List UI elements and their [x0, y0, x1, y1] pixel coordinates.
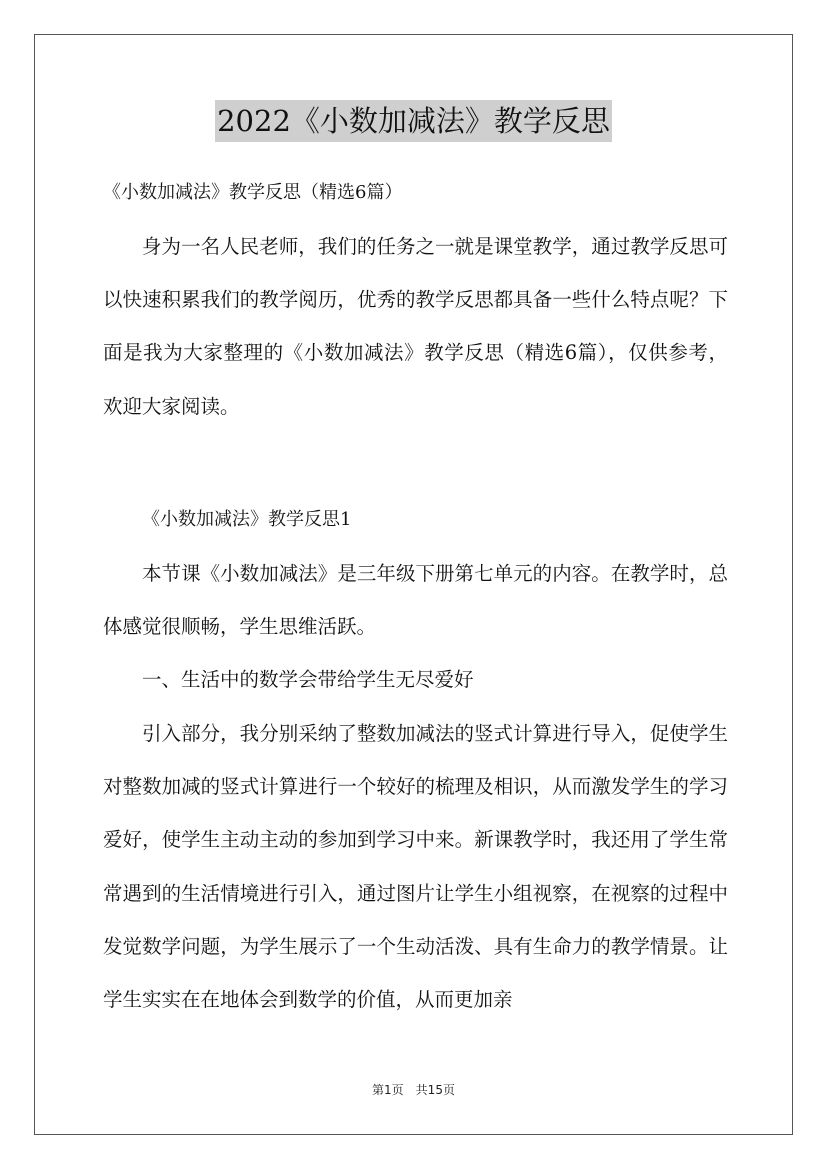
document-title: 2022《小数加减法》教学反思 — [215, 100, 612, 142]
document-subtitle: 《小数加减法》教学反思（精选6篇） — [103, 182, 403, 203]
body-paragraph: 引入部分，我分别采纳了整数加减法的竖式计算进行导入，促使学生对整数加减的竖式计算进行一个较好的梳理及相识，从而激发学生的学习爱好，使学生主动主动的参加到学习中来。新课教学时，我还用了学生常常遇到的生活情境进行引入，通过图片让学生小组视察，在视察的过程中发觉数学问题，为学生展示了一个生动活泼、具有生命力的教学情景。让学生实实在在地体会到数学的价值，从而更加亲 — [103, 722, 728, 1012]
intro-paragraph: 身为一名人民老师，我们的任务之一就是课堂教学，通过教学反思可以快速积累我们的教学阅历，优秀的教学反思都具备一些什么特点呢？下面是我为大家整理的《小数加减法》教学反思（精选6篇），仅供参考，欢迎大家阅读。 — [103, 235, 728, 418]
page-number: 第1页 共15页 — [372, 1083, 455, 1097]
point-heading: 一、生活中的数学会带给学生无尽爱好 — [142, 668, 474, 691]
title-container — [0, 100, 827, 142]
section-heading: 《小数加减法》教学反思1 — [142, 509, 352, 530]
body-paragraph: 本节课《小数加减法》是三年级下册第七单元的内容。在教学时，总体感觉很顺畅，学生思维活跃。 — [103, 562, 728, 639]
